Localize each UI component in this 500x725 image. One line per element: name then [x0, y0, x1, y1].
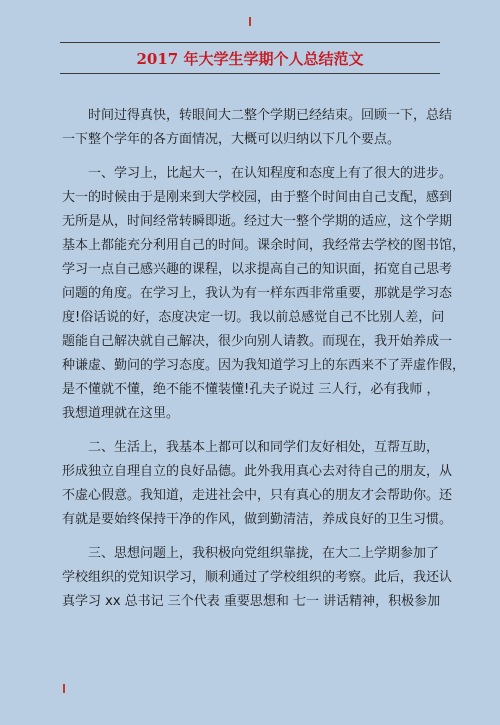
- title-bottom-rule: [60, 73, 440, 74]
- text-line: 有就是要始终保持干净的作风，做到勤清洁，养成良好的卫生习惯。: [62, 512, 453, 527]
- text-line: 无所是从，时间经常转瞬即逝。经过大一整个学期的适应，这个学期: [62, 214, 453, 229]
- text-line: 是不懂就不懂，绝不能不懂装懂!孔夫子说过 三人行，必有我师 ，: [62, 382, 440, 397]
- text-line: 大一的时候由于是刚来到大学校园，由于整个时间由自己支配，感到: [62, 190, 453, 205]
- text-line: 学习一点自己感兴趣的课程，以求提高自己的知识面，拓宽自己思考: [62, 262, 453, 277]
- text-line: 时间过得真快，转眼间大二整个学期已经结束。回顾一下，总结: [88, 108, 453, 123]
- page-top-marker: [249, 17, 251, 26]
- text-line: 形成独立自理自立的良好品德。此外我用真心去对待自己的朋友，从: [62, 464, 453, 479]
- text-line: 题能自己解决就自己解决，很少向别人请教。而现在，我开始养成一: [62, 334, 453, 349]
- text-line: 基本上都能充分利用自己的时间。课余时间，我经常去学校的图书馆，: [62, 238, 466, 253]
- text-line: 学校组织的党知识学习，顺利通过了学校组织的考察。此后，我还认: [62, 570, 453, 585]
- text-line: 问题的角度。在学习上，我认为有一样东西非常重要，那就是学习态: [62, 286, 453, 301]
- document-title: 2017 年大学生学期个人总结范文: [136, 50, 364, 68]
- document-body: [62, 104, 466, 624]
- paragraph-intro: [62, 104, 453, 152]
- text-line: 不虚心假意。我知道，走进社会中，只有真心的朋友才会帮助你。还: [62, 488, 453, 503]
- text-line: 一下整个学年的各方面情况，大概可以归纳以下几个要点。: [62, 132, 401, 147]
- text-line: 我想道理就在这里。: [62, 406, 180, 421]
- paragraph-study: [62, 162, 466, 426]
- title-top-rule: [60, 42, 440, 43]
- text-line: 种谦虚、勤问的学习态度。因为我知道学习上的东西来不了弄虚作假，: [62, 358, 466, 373]
- text-line: 二、生活上，我基本上都可以和同学们友好相处，互帮互助，: [88, 440, 440, 455]
- text-line: 真学习 xx 总书记 三个代表 重要思想和 七一 讲话精神，积极参加: [62, 594, 441, 609]
- text-line: 三、思想问题上，我积极向党组织靠拢，在大二上学期参加了: [88, 546, 440, 561]
- paragraph-ideology: [62, 542, 453, 614]
- page-bottom-marker: [63, 684, 65, 693]
- paragraph-life: [62, 436, 453, 532]
- text-line: 度!俗话说的好，态度决定一切。我以前总感觉自己不比别人差，问: [62, 310, 445, 325]
- text-line: 一、学习上，比起大一，在认知程度和态度上有了很大的进步。: [88, 166, 453, 181]
